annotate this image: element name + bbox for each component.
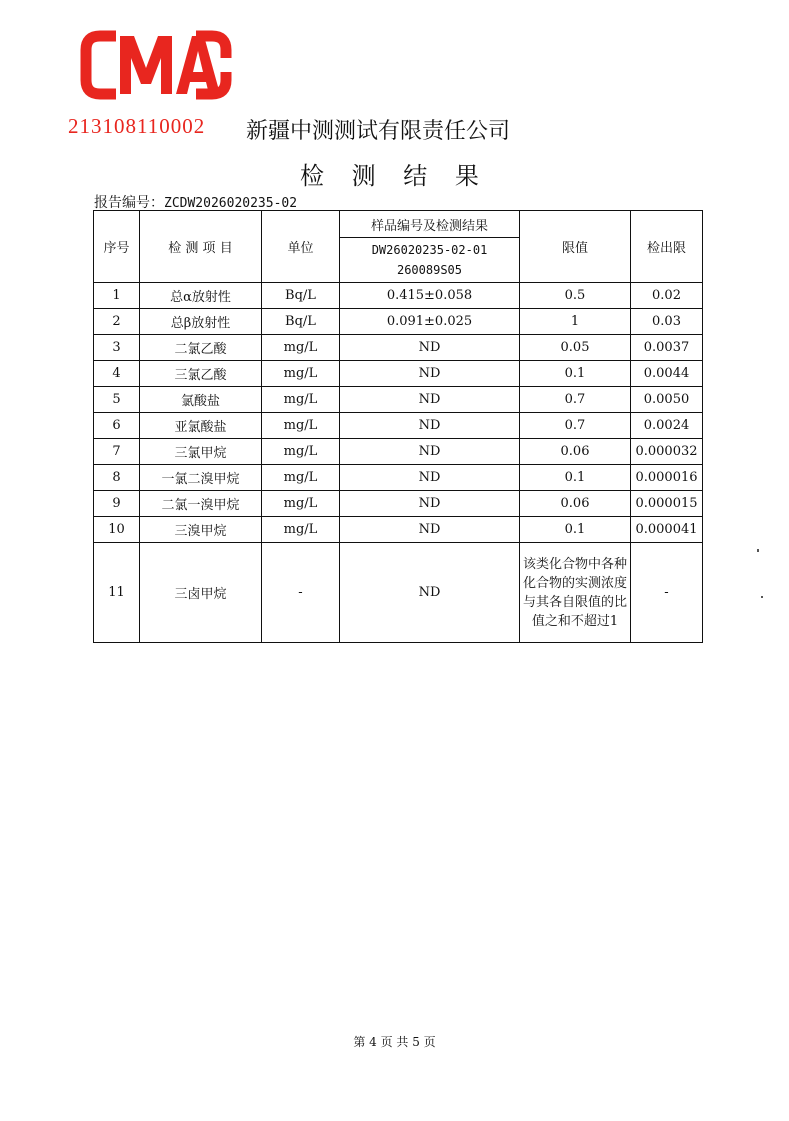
cell-seq: 5 — [94, 387, 140, 413]
sample-id-1: DW26020235-02-01 — [371, 243, 488, 257]
header-unit: 单位 — [262, 211, 340, 283]
report-number-line — [94, 192, 297, 212]
cell-seq: 2 — [94, 309, 140, 335]
cell-limit: 0.1 — [520, 465, 631, 491]
cell-seq: 6 — [94, 413, 140, 439]
cell-result: ND — [340, 335, 520, 361]
cell-seq: 11 — [94, 543, 140, 643]
results-table — [93, 210, 703, 643]
cell-detection-limit: 0.0037 — [631, 335, 703, 361]
table-row — [94, 465, 703, 491]
cell-unit: Bq/L — [262, 283, 340, 309]
cell-seq: 3 — [94, 335, 140, 361]
scan-speck — [757, 549, 759, 552]
cell-result: 0.091±0.025 — [340, 309, 520, 335]
cell-seq: 1 — [94, 283, 140, 309]
table-row — [94, 335, 703, 361]
cell-unit: mg/L — [262, 517, 340, 543]
cell-item: 总α放射性 — [140, 283, 262, 309]
cell-unit: mg/L — [262, 491, 340, 517]
cell-limit: 0.1 — [520, 361, 631, 387]
table-row — [94, 387, 703, 413]
cell-limit: 1 — [520, 309, 631, 335]
cell-unit: mg/L — [262, 465, 340, 491]
cell-item: 三氯乙酸 — [140, 361, 262, 387]
cell-result: ND — [340, 361, 520, 387]
cell-detection-limit: 0.000016 — [631, 465, 703, 491]
table-row — [94, 413, 703, 439]
cell-detection-limit: 0.000032 — [631, 439, 703, 465]
cell-result: ND — [340, 491, 520, 517]
cell-item: 氯酸盐 — [140, 387, 262, 413]
cell-result: ND — [340, 465, 520, 491]
cell-detection-limit: 0.000015 — [631, 491, 703, 517]
cell-seq: 7 — [94, 439, 140, 465]
cell-seq: 9 — [94, 491, 140, 517]
cell-item: 亚氯酸盐 — [140, 413, 262, 439]
cell-seq: 8 — [94, 465, 140, 491]
cell-unit: - — [262, 543, 340, 643]
cell-result: ND — [340, 413, 520, 439]
cell-limit: 0.1 — [520, 517, 631, 543]
header-sample-group: 样品编号及检测结果 — [340, 211, 520, 238]
header-item: 检 测 项 目 — [140, 211, 262, 283]
table-row — [94, 517, 703, 543]
cell-limit: 0.06 — [520, 439, 631, 465]
cell-unit: mg/L — [262, 335, 340, 361]
cell-result: ND — [340, 517, 520, 543]
cell-seq: 10 — [94, 517, 140, 543]
cell-detection-limit: - — [631, 543, 703, 643]
table-row — [94, 543, 703, 643]
cell-item: 三卤甲烷 — [140, 543, 262, 643]
cell-unit: mg/L — [262, 413, 340, 439]
cell-detection-limit: 0.03 — [631, 309, 703, 335]
header-limit: 限值 — [520, 211, 631, 283]
cell-unit: mg/L — [262, 361, 340, 387]
scan-speck — [761, 596, 763, 598]
cell-item: 一氯二溴甲烷 — [140, 465, 262, 491]
cell-detection-limit: 0.000041 — [631, 517, 703, 543]
company-name: 新疆中测测试有限责任公司 — [246, 119, 511, 144]
table-row — [94, 309, 703, 335]
cell-unit: mg/L — [262, 439, 340, 465]
header-sample-id — [340, 238, 520, 283]
cell-item: 二氯乙酸 — [140, 335, 262, 361]
table-row — [94, 283, 703, 309]
page-title: 检 测 结 果 — [300, 162, 489, 190]
sample-id-2: 260089S05 — [396, 263, 463, 277]
cell-unit: Bq/L — [262, 309, 340, 335]
cell-result: ND — [340, 387, 520, 413]
cell-limit: 0.06 — [520, 491, 631, 517]
header-detection-limit: 检出限 — [631, 211, 703, 283]
cell-detection-limit: 0.0050 — [631, 387, 703, 413]
cell-item: 三氯甲烷 — [140, 439, 262, 465]
cell-seq: 4 — [94, 361, 140, 387]
report-number: ZCDW2026020235-02 — [164, 196, 298, 211]
cell-result: ND — [340, 543, 520, 643]
page-footer: 第 4 页 共 5 页 — [353, 1035, 436, 1049]
header-seq: 序号 — [94, 211, 140, 283]
cell-unit: mg/L — [262, 387, 340, 413]
table-row — [94, 491, 703, 517]
cell-result: ND — [340, 439, 520, 465]
cell-item: 三溴甲烷 — [140, 517, 262, 543]
cell-detection-limit: 0.0024 — [631, 413, 703, 439]
cma-cert-number: 213108110002 — [68, 114, 206, 138]
report-number-label: 报告编号： — [94, 195, 164, 211]
cell-limit: 0.05 — [520, 335, 631, 361]
cell-result: 0.415±0.058 — [340, 283, 520, 309]
cell-limit: 该类化合物中各种化合物的实测浓度与其各自限值的比值之和不超过1 — [520, 543, 631, 643]
cell-limit: 0.7 — [520, 387, 631, 413]
cell-detection-limit: 0.02 — [631, 283, 703, 309]
table-row — [94, 361, 703, 387]
cell-limit: 0.7 — [520, 413, 631, 439]
cell-item: 二氯一溴甲烷 — [140, 491, 262, 517]
cell-limit: 0.5 — [520, 283, 631, 309]
cell-item: 总β放射性 — [140, 309, 262, 335]
cma-logo — [76, 24, 236, 106]
cell-detection-limit: 0.0044 — [631, 361, 703, 387]
table-row — [94, 439, 703, 465]
